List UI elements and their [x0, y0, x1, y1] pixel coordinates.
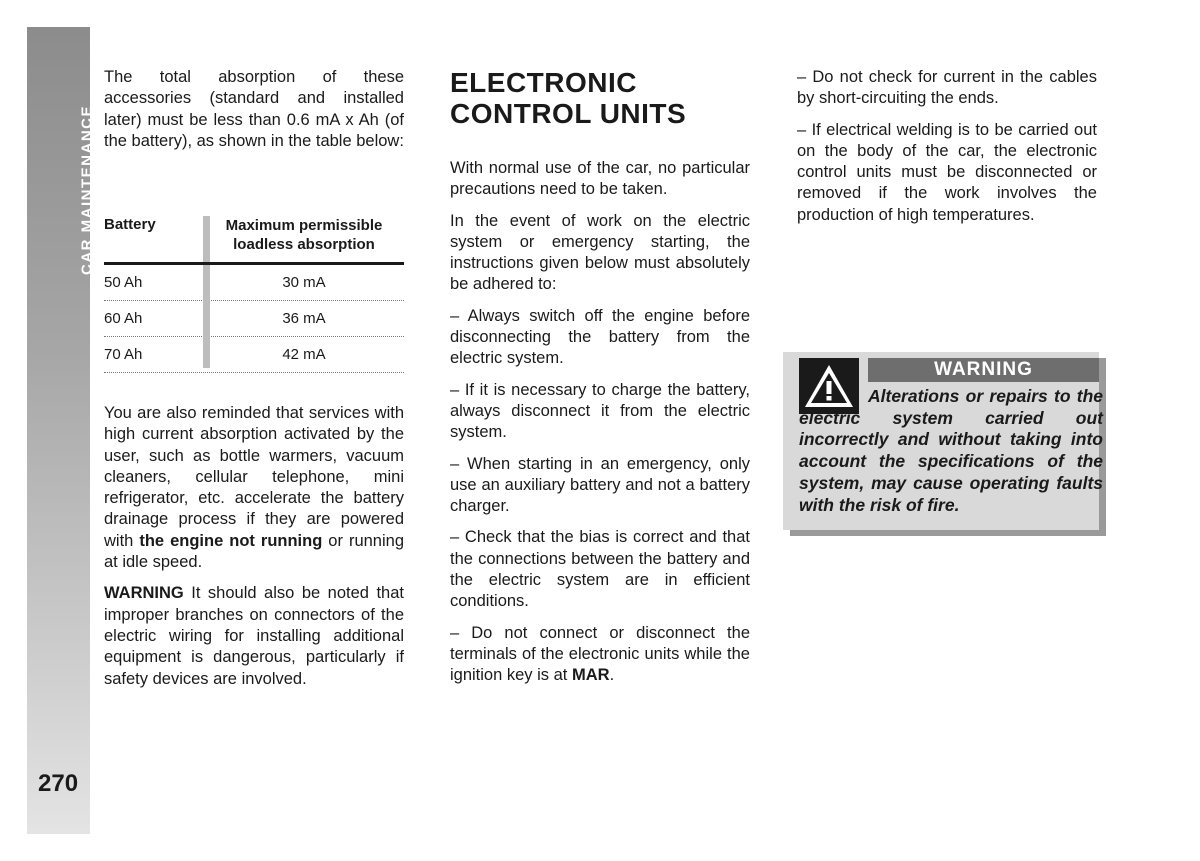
warning-title: WARNING: [868, 358, 1099, 382]
battery-absorption-table: [104, 214, 404, 373]
paragraph-current-check: – Do not check for current in the cables by short-circuiting the ends.: [797, 68, 1097, 108]
table-row: [104, 337, 404, 373]
cell-absorption: 30 mA: [282, 274, 326, 291]
header-absorption: Maximum permissible loadless absorption: [225, 217, 383, 253]
reminder-text-pre: You are also reminded that services with high current absorption activated by the user, such as bottle warmers, vacuum cleaners, cellular telephone, mini refrigerator, etc. accelerate the battery drainage process if they are powered with: [104, 404, 404, 550]
column-2: [450, 67, 750, 697]
warning-text: Alterations or repairs to the electric system carried out incorrectly and without taking into account the specifications of the system, may cause operating faults with the risk of fire.: [799, 386, 1103, 515]
side-band: [27, 27, 96, 834]
warning-paragraph: [104, 583, 404, 689]
warning-paragraph-text: It should also be noted that improper branches on connectors of the electric wiring for installing additional equipment is dangerous, particularly if safety devices are involved.: [104, 584, 404, 688]
paragraph-terminals: [450, 623, 750, 687]
section-title: CAR MAINTENANCE: [78, 105, 96, 275]
section-heading: ELECTRONIC CONTROL UNITS: [450, 67, 687, 129]
cell-battery: 50 Ah: [104, 274, 143, 291]
page-number: 270: [38, 770, 79, 797]
table-header: [104, 214, 404, 265]
warning-label: WARNING: [104, 584, 184, 603]
header-battery: Battery: [104, 216, 156, 233]
paragraph-instructions: In the event of work on the electric system or emergency starting, the instructions given below must absolutely be adhered to:: [450, 211, 750, 294]
paragraph-welding: – If electrical welding is to be carried out on the body of the car, the electronic control units must be disconnected or removed if the work involves the production of high temperatures.: [797, 120, 1097, 224]
table-row: [104, 265, 404, 301]
reminder-paragraph: [104, 403, 404, 573]
paragraph-emergency: – When starting in an emergency, only use an auxiliary battery and not a battery charger.: [450, 454, 750, 516]
cell-absorption: 42 mA: [282, 346, 326, 363]
ignition-position: MAR: [571, 666, 610, 685]
cell-battery: 60 Ah: [104, 310, 143, 327]
column-1: [104, 67, 404, 162]
reminder-emphasis: the engine not running: [139, 531, 323, 550]
intro-paragraph: The total absorption of these accessories (standard and installed later) must be less than 0.6 mA x Ah (of the battery), as shown in the table below:: [104, 68, 404, 150]
column-3: [797, 67, 1097, 236]
column-1-lower: [104, 403, 404, 700]
terminals-text-post: .: [609, 666, 615, 685]
warning-box: [783, 352, 1103, 530]
cell-battery: 70 Ah: [104, 346, 143, 363]
table-row: [104, 301, 404, 337]
paragraph-normal-use: With normal use of the car, no particular precautions need to be taken.: [450, 159, 750, 199]
paragraph-bias: – Check that the bias is correct and that the connections between the battery and the electric system are in efficient conditions.: [450, 528, 750, 611]
cell-absorption: 36 mA: [282, 310, 326, 327]
terminals-text-pre: – Do not connect or disconnect the terminals of the electronic units while the ignition key is at: [450, 623, 750, 685]
paragraph-switch-off: – Always switch off the engine before disconnecting the battery from the electric system.: [450, 306, 750, 368]
reminder-text-post: or running at idle speed.: [104, 531, 404, 572]
paragraph-charge: – If it is necessary to charge the battery, always disconnect it from the electric system.: [450, 380, 750, 442]
